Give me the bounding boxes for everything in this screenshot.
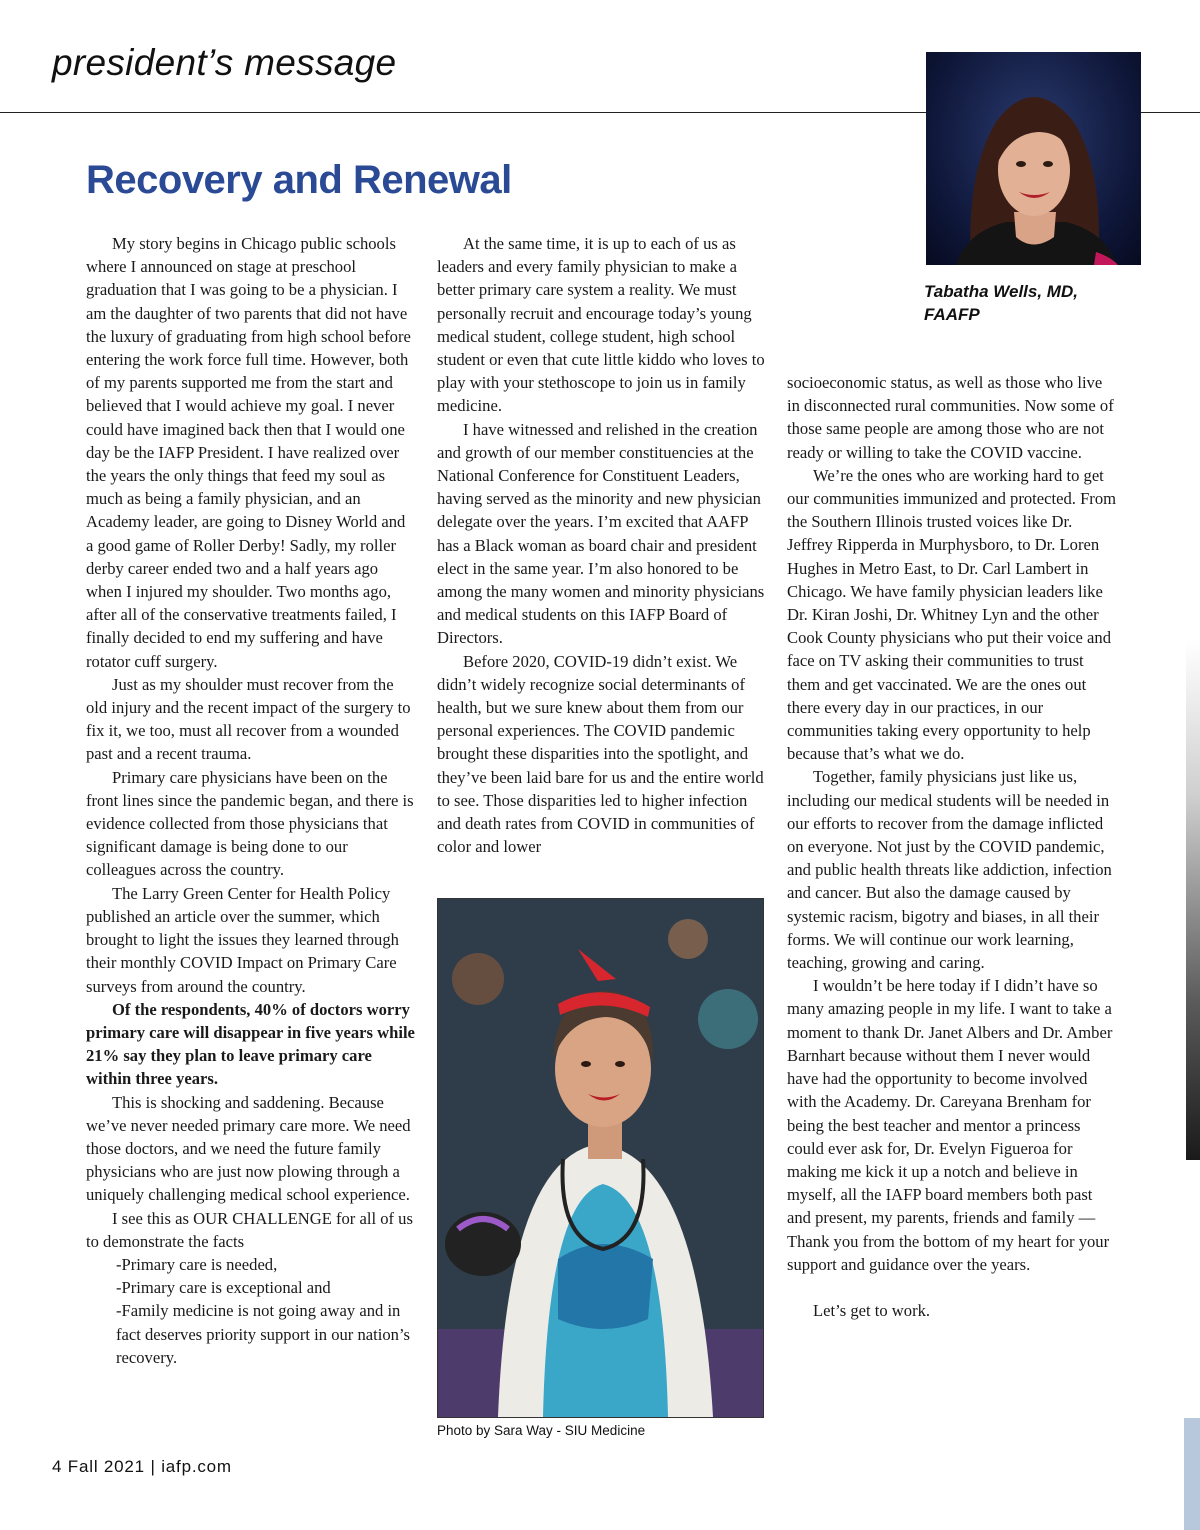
issue-label: Fall 2021 (67, 1457, 145, 1476)
photo-caption: Photo by Sara Way - SIU Medicine (437, 1423, 646, 1438)
paragraph: Before 2020, COVID-19 didn’t exist. We didn’t widely recognize social determinants of health, but we sure knew about them from our personal experiences. The COVID pandemic brought these disparities into the spotlight, and they’ve been laid bare for us and the entire world to see. Those disparities led to higher infection and death rates from COVID in communities of color and lower (437, 651, 764, 857)
list-item: -Primary care is exceptional and (116, 1278, 331, 1298)
article-headline: Recovery and Renewal (86, 158, 512, 202)
page-footer (52, 1457, 232, 1477)
list-item: -Family medicine is not going away and in fact deserves priority support in our nation’s recovery. (116, 1301, 411, 1367)
paragraph: socioeconomic status, as well as those who live in disconnected rural communities. Now some of those same people are among those who are not ready or willing to take the COVID vaccine. (787, 373, 1114, 462)
paragraph: I wouldn’t be here today if I didn’t have so many amazing people in my life. I want to take a moment to thank Dr. Janet Albers and Dr. Amber Barnhart because without them I never would have had the opportunity to become involved with the Academy. Dr. Careyana Brenham for being the best teacher and mentor a princess could ever ask for, Dr. Evelyn Figueroa for making me kick it up a notch and believe in myself, all the IAFP board members both past and present, my parents, friends and family —Thank you from the bottom of my heart for your support and guidance over the years. (787, 976, 1113, 1274)
page-number: 4 (52, 1457, 63, 1476)
closing-line: Let’s get to work. (813, 1300, 931, 1320)
list-item: -Primary care is needed, (116, 1254, 278, 1274)
paragraph: My story begins in Chicago public schools where I announced on stage at preschool graduation that I was going to be a physician. I am the daughter of two parents that did not have the luxury of graduating from high school before entering the work force full time. However, both of my parents supported me from the start and believed that I would achieve my goal. I never could have imagined back then that I would one day be the IAFP President. I have realized over the years the only things that feed my soul as much as being a family physician, and an Academy leader, are going to Disney World and a good game of Roller Derby! Sadly, my roller derby career ended two and a half years ago when I injured my shoulder. Two months ago, after all of the conservative treatments failed, I finally decided to end my suffering and have rotator cuff surgery. (86, 234, 411, 671)
caption-credential: FAAFP (924, 305, 980, 324)
article-column-2 (437, 232, 767, 858)
paragraph: Together, family physicians just like us, including our medical students will be needed in our efforts to recover from the damage inflicted on everyone. Not just by the COVID pandemic, and public health threats like addiction, infection and cancer. But also the damage caused by systemic racism, bigotry and biases, in all their forms. We will continue our work learning, teaching, growing and caring. (787, 767, 1112, 973)
edge-gradient-strip (1186, 640, 1200, 1160)
paragraph: I see this as OUR CHALLENGE for all of us to demonstrate the facts (86, 1208, 413, 1251)
portrait-illustration (926, 52, 1141, 265)
site-link[interactable]: iafp.com (161, 1457, 232, 1476)
paragraph: We’re the ones who are working hard to get our communities immunized and protected. From the Southern Illinois trusted voices like Dr. Jeffrey Ripperda in Murphysboro, to Dr. Loren Hughes in Metro East, to Dr. Carl Lambert in Chicago. We have family physician leaders like Dr. Kiran Joshi, Dr. Whitney Lyn and the other Cook County physicians who put their voice and face on TV asking their communities to trust them and get vaccinated. We are the ones out there every day in our practices, in our communities taking every opportunity to help because that’s what we do. (787, 465, 1117, 764)
paragraph: I have witnessed and relished in the creation and growth of our member constituencies at the National Conference for Constituent Leaders, having served as the minority and new physician delegate over the years. I’m excited that AAFP has a Black woman as board chair and president elect in the same year. I’m also honored to be among the many women and minority physicians and medical students on this IAFP Board of Directors. (437, 419, 765, 648)
photo-illustration (438, 899, 763, 1417)
paragraph: Primary care physicians have been on the front lines since the pandemic began, and there is evidence collected from those physicians that significant damage is being done to our colleagues across the country. (86, 767, 414, 880)
caption-name: Tabatha Wells, MD, (924, 282, 1078, 301)
paragraph: The Larry Green Center for Health Policy published an article over the summer, which brought to light the issues they learned through their monthly COVID Impact on Primary Care surveys from around the country. (86, 883, 399, 996)
portrait-caption (924, 280, 1144, 326)
section-label: president’s message (52, 42, 397, 83)
paragraph: Just as my shoulder must recover from the old injury and the recent impact of the surgery to fix it, we too, must all recover from a wounded past and a recent trauma. (86, 674, 411, 764)
article-column-3 (787, 371, 1117, 1322)
footer-separator: | (150, 1457, 156, 1476)
author-portrait (926, 52, 1141, 265)
edge-tab (1184, 1418, 1200, 1530)
feature-photo (437, 898, 764, 1418)
paragraph: At the same time, it is up to each of us as leaders and every family physician to make a better primary care system a reality. We must personally recruit and encourage today’s young medical student, college student, high school student or even that cute little kiddo who loves to play with your stethoscope to join us in family medicine. (437, 234, 765, 416)
article-column-1 (86, 232, 416, 1369)
paragraph: This is shocking and saddening. Because we’ve never needed primary care more. We need those doctors, and we need the future family physicians who are just now plowing through a uniquely challenging medical school experience. (86, 1092, 411, 1205)
highlight-paragraph: Of the respondents, 40% of doctors worry primary care will disappear in five years while 21% say they plan to leave primary care within three years. (86, 999, 415, 1089)
